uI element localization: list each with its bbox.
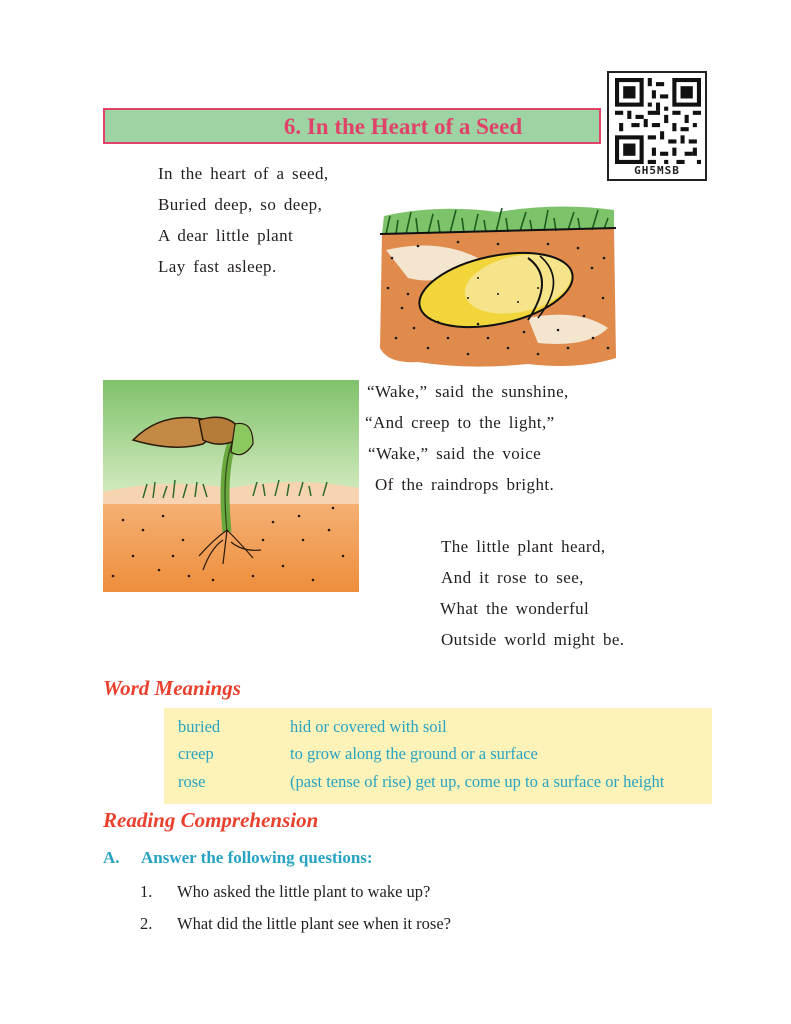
poem-line: “Wake,” said the sunshine, — [367, 382, 569, 401]
reading-comprehension-heading: Reading Comprehension — [103, 808, 319, 832]
poem-line: What the wonderful — [440, 599, 590, 618]
poem-stanza-1 — [158, 158, 329, 282]
word-term: buried — [178, 717, 221, 736]
poem-line: Outside world might be. — [441, 630, 625, 649]
word-term: creep — [178, 744, 214, 763]
seed-illustration — [378, 198, 618, 370]
poem-line: In the heart of a seed, — [158, 164, 329, 183]
question-text: What did the little plant see when it rose? — [177, 914, 451, 933]
poem-line: A dear little plant — [158, 226, 294, 245]
word-definition: (past tense of rise) get up, come up to a surface or height — [290, 772, 665, 791]
poem-line: Lay fast asleep. — [158, 257, 277, 276]
qr-pattern-icon — [615, 78, 701, 164]
word-meanings-heading: Word Meanings — [103, 676, 241, 700]
question-number: 1. — [140, 882, 153, 901]
poem-line: “And creep to the light,” — [365, 413, 555, 432]
word-definition: to grow along the ground or a surface — [290, 744, 538, 763]
poem-stanza-3 — [440, 531, 624, 655]
page-title: 6. In the Heart of a Seed — [283, 114, 523, 139]
poem-line: And it rose to see, — [441, 568, 584, 587]
section-title: Answer the following questions: — [141, 848, 373, 867]
poem-stanza-2 — [365, 376, 569, 500]
sprout-illustration — [103, 380, 359, 592]
section-label: A. — [103, 848, 120, 867]
poem-line: “Wake,” said the voice — [368, 444, 542, 463]
word-definition: hid or covered with soil — [290, 717, 447, 736]
poem-line: Of the raindrops bright. — [375, 475, 555, 494]
poem-line: Buried deep, so deep, — [158, 195, 323, 214]
qr-code[interactable] — [607, 71, 707, 181]
question-number: 2. — [140, 914, 153, 933]
poem-line: The little plant heard, — [441, 537, 606, 556]
question-text: Who asked the little plant to wake up? — [177, 882, 431, 901]
qr-code-label: GH5MSB — [634, 164, 680, 177]
word-term: rose — [178, 772, 206, 791]
